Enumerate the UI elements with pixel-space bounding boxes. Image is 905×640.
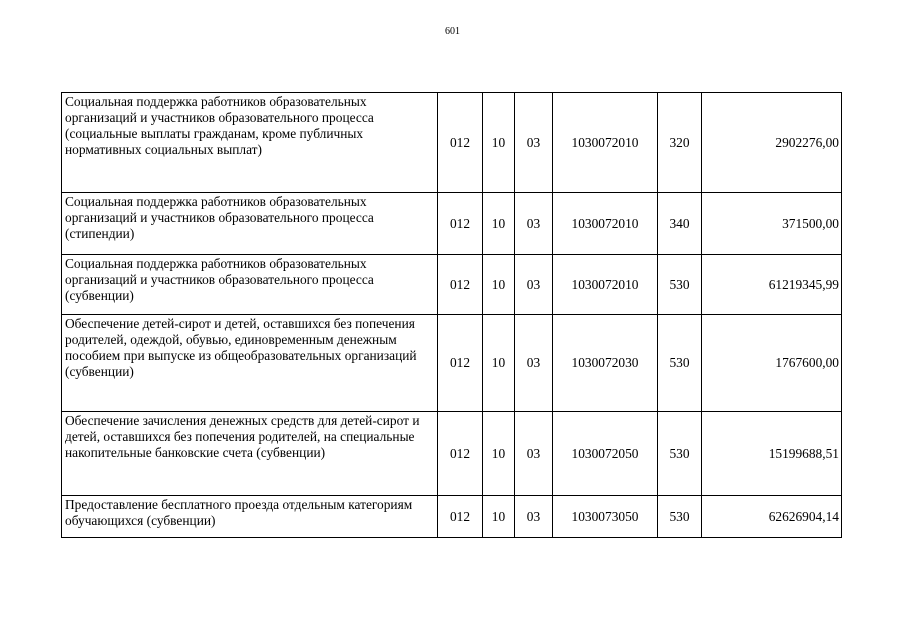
target-article-code: 1030072050	[553, 412, 658, 496]
subsection-code: 03	[515, 412, 553, 496]
expense-type-code: 320	[658, 93, 702, 193]
ministry-code: 012	[438, 496, 483, 538]
table-row	[62, 255, 842, 315]
section-code: 10	[483, 412, 515, 496]
table-row	[62, 93, 842, 193]
amount: 62626904,14	[702, 496, 842, 538]
subsection-code: 03	[515, 193, 553, 255]
expense-name: Обеспечение зачисления денежных средств для детей-сирот и детей, оставшихся без попечения родителей, на специальные накопительные банковские счета (субвенции)	[62, 412, 438, 496]
ministry-code: 012	[438, 255, 483, 315]
amount: 61219345,99	[702, 255, 842, 315]
expense-name: Обеспечение детей-сирот и детей, оставшихся без попечения родителей, одеждой, обувью, единовременным денежным пособием при выпуске из общеобразовательных организаций (субвенции)	[62, 315, 438, 412]
ministry-code: 012	[438, 412, 483, 496]
section-code: 10	[483, 315, 515, 412]
expense-name: Социальная поддержка работников образовательных организаций и участников образовательного процесса (субвенции)	[62, 255, 438, 315]
amount: 371500,00	[702, 193, 842, 255]
table-row	[62, 193, 842, 255]
expense-type-code: 530	[658, 496, 702, 538]
ministry-code: 012	[438, 193, 483, 255]
amount: 1767600,00	[702, 315, 842, 412]
ministry-code: 012	[438, 93, 483, 193]
subsection-code: 03	[515, 315, 553, 412]
section-code: 10	[483, 255, 515, 315]
section-code: 10	[483, 496, 515, 538]
target-article-code: 1030072010	[553, 93, 658, 193]
target-article-code: 1030072010	[553, 255, 658, 315]
table-row	[62, 412, 842, 496]
subsection-code: 03	[515, 255, 553, 315]
table-row	[62, 496, 842, 538]
section-code: 10	[483, 193, 515, 255]
target-article-code: 1030072030	[553, 315, 658, 412]
amount: 15199688,51	[702, 412, 842, 496]
subsection-code: 03	[515, 496, 553, 538]
budget-table	[61, 92, 842, 538]
page-number: 601	[445, 26, 460, 37]
ministry-code: 012	[438, 315, 483, 412]
expense-type-code: 340	[658, 193, 702, 255]
expense-type-code: 530	[658, 255, 702, 315]
target-article-code: 1030072010	[553, 193, 658, 255]
expense-type-code: 530	[658, 412, 702, 496]
expense-type-code: 530	[658, 315, 702, 412]
expense-name: Социальная поддержка работников образовательных организаций и участников образовательного процесса (социальные выплаты гражданам, кроме публичных нормативных социальных выплат)	[62, 93, 438, 193]
section-code: 10	[483, 93, 515, 193]
table-row	[62, 315, 842, 412]
target-article-code: 1030073050	[553, 496, 658, 538]
subsection-code: 03	[515, 93, 553, 193]
expense-name: Предоставление бесплатного проезда отдельным категориям обучающихся (субвенции)	[62, 496, 438, 538]
amount: 2902276,00	[702, 93, 842, 193]
expense-name: Социальная поддержка работников образовательных организаций и участников образовательного процесса (стипендии)	[62, 193, 438, 255]
